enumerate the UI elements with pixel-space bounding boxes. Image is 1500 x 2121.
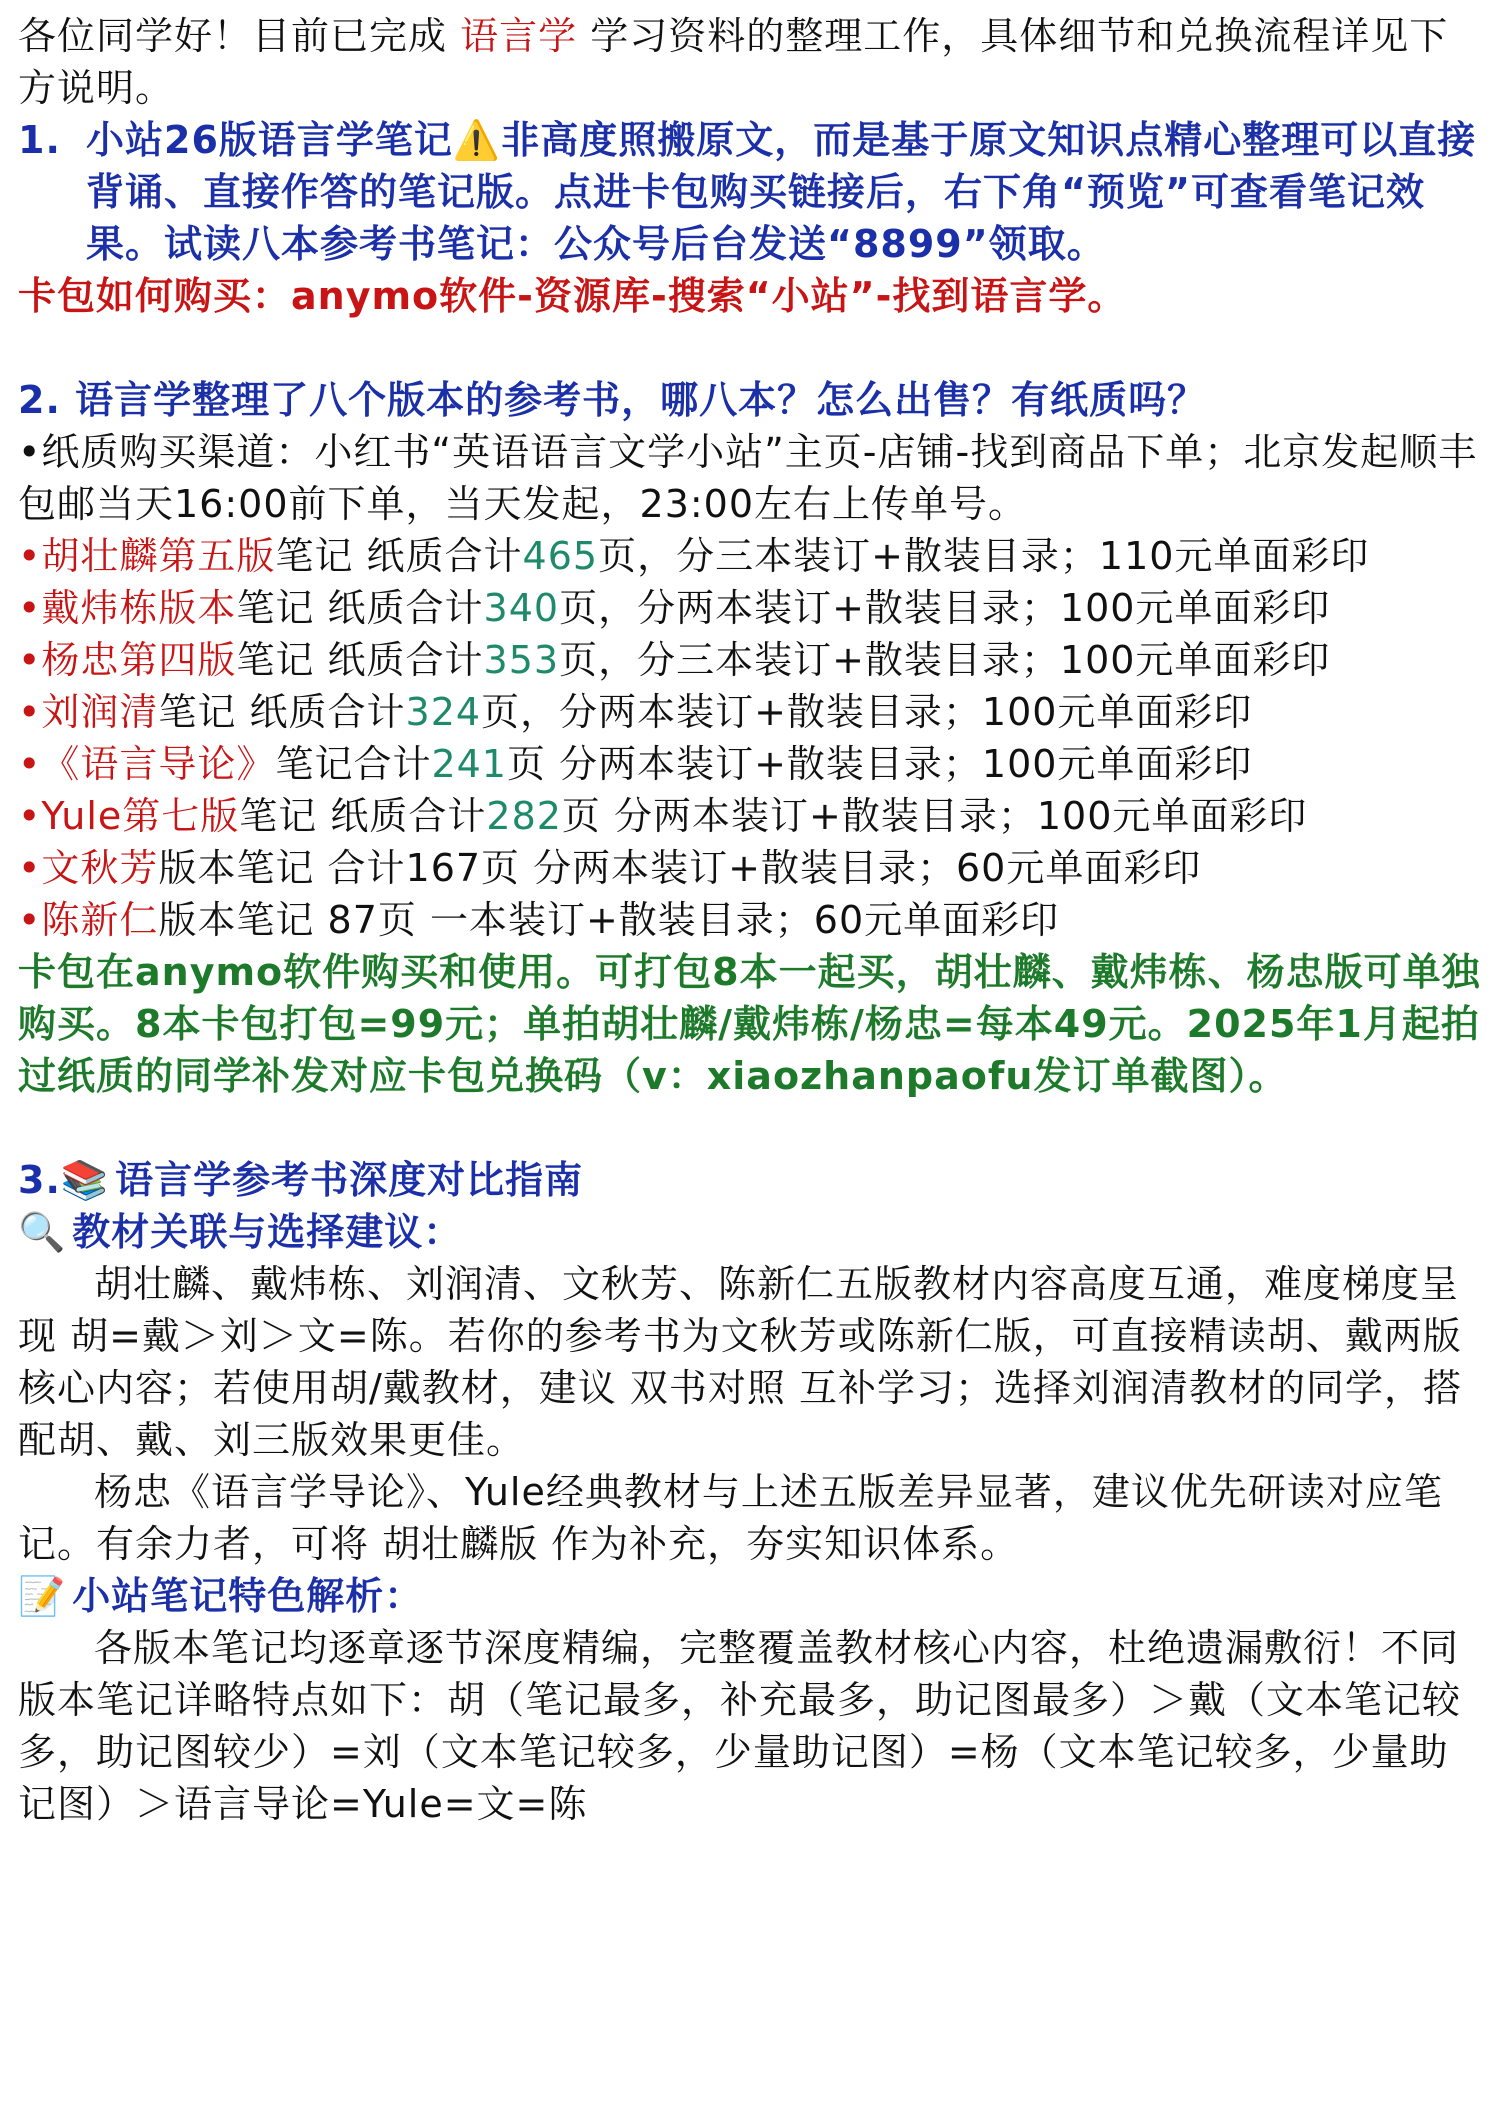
edition-rest: 页，分三本装订+散装目录；110元单面彩印 — [598, 534, 1370, 578]
edition-desc: 版本笔记 合计167页 分两本装订+散装目录；60元单面彩印 — [158, 846, 1202, 890]
books-icon: 📚 — [60, 1158, 110, 1202]
edition-pages: 353 — [483, 638, 560, 682]
intro-after: 学习资料的整理工作，具体细节和兑换流程详见下方说明。 — [18, 14, 1449, 110]
edition-name: Yule第七版 — [41, 794, 240, 838]
subheading-features-text: 小站笔记特色解析： — [58, 1574, 424, 1618]
section1-text-b: 非高度照搬原文，而是基于原文知识点精心整理可以直接背诵、直接作答的笔记版。点进卡包购买链接后，右下角“预览”可查看笔记效果。试读八本参考书笔记：公众号后台发送“8899”领取。 — [86, 118, 1477, 266]
memo-icon: 📝 — [18, 1574, 67, 1618]
edition-name: 陈新仁 — [41, 898, 159, 942]
subheading-features — [18, 1570, 1482, 1622]
bullet: • — [18, 794, 42, 838]
section3-title: 语言学参考书深度对比指南 — [100, 1158, 584, 1202]
edition-pages: 465 — [522, 534, 599, 578]
edition-name: 戴炜栋版本 — [41, 586, 237, 630]
edition-item — [18, 738, 1482, 790]
edition-rest: 页，分两本装订+散装目录；100元单面彩印 — [481, 690, 1253, 734]
spacer — [18, 1102, 1482, 1154]
edition-name: 胡壮麟第五版 — [41, 534, 276, 578]
edition-item — [18, 582, 1482, 634]
spacer — [18, 322, 1482, 374]
selection-paragraph-2: 杨忠《语言学导论》、Yule经典教材与上述五版差异显著，建议优先研读对应笔记。有余力者，可将 胡壮麟版 作为补充，夯实知识体系。 — [18, 1470, 1443, 1566]
intro-paragraph — [18, 10, 1482, 114]
edition-item — [18, 790, 1482, 842]
bullet: • — [18, 846, 42, 890]
selection-paragraph-1: 胡壮麟、戴炜栋、刘润清、文秋芳、陈新仁五版教材内容高度互通，难度梯度呈现 胡=戴＞刘＞文=陈。若你的参考书为文秋芳或陈新仁版，可直接精读胡、戴两版核心内容；若使用胡/戴教材，建议 双书对照 互补学习；选择刘润清教材的同学，搭配胡、戴、刘三版效果更佳。 — [18, 1262, 1462, 1462]
bullet: • — [18, 898, 42, 942]
edition-rest: 页 分两本装订+散装目录；100元单面彩印 — [506, 742, 1253, 786]
intro-highlight: 语言学 — [460, 14, 578, 58]
edition-name: 文秋芳 — [41, 846, 159, 890]
bullet: • — [18, 586, 42, 630]
bullet: • — [18, 742, 42, 786]
paper-channel: •纸质购买渠道：小红书“英语语言文学小站”主页-店铺-找到商品下单；北京发起顺丰包邮当天16:00前下单，当天发起，23:00左右上传单号。 — [18, 430, 1478, 526]
buy-instructions: 卡包如何购买：anymo软件-资源库-搜索“小站”-找到语言学。 — [18, 274, 1127, 318]
bullet: • — [18, 534, 42, 578]
section1-text — [86, 114, 1482, 270]
edition-desc: 笔记 纸质合计 — [275, 534, 523, 578]
section1-item — [18, 114, 1482, 270]
edition-name: 《语言导论》 — [41, 742, 276, 786]
section2-heading: 2. 语言学整理了八个版本的参考书，哪八本？怎么出售？有纸质吗？ — [18, 378, 1207, 422]
section3-number: 3. — [18, 1158, 61, 1202]
warning-icon: ⚠️ — [452, 118, 502, 162]
edition-pages: 241 — [431, 742, 507, 786]
edition-rest: 页，分三本装订+散装目录；100元单面彩印 — [559, 638, 1331, 682]
features-paragraph: 各版本笔记均逐章逐节深度精编，完整覆盖教材核心内容，杜绝遗漏敷衍！不同版本笔记详略特点如下：胡（笔记最多，补充最多，助记图最多）＞戴（文本笔记较多，助记图较少）=刘（文本笔记较多，少量助记图）=杨（文本笔记较多，少量助记图）＞语言导论=Yule=文=陈 — [18, 1626, 1462, 1826]
subheading-selection — [18, 1206, 1482, 1258]
edition-rest: 页，分两本装订+散装目录；100元单面彩印 — [559, 586, 1331, 630]
edition-pages: 340 — [483, 586, 560, 630]
edition-desc: 版本笔记 87页 一本装订+散装目录；60元单面彩印 — [158, 898, 1060, 942]
edition-pages: 324 — [405, 690, 482, 734]
edition-desc: 笔记 纸质合计 — [158, 690, 406, 734]
edition-desc: 笔记合计 — [275, 742, 432, 786]
section1-number: 1. — [18, 118, 61, 162]
intro-before: 各位同学好！目前已完成 — [18, 14, 461, 58]
edition-item — [18, 634, 1482, 686]
section1-text-a: 小站26版语言学笔记 — [86, 118, 453, 162]
edition-rest: 页 分两本装订+散装目录；100元单面彩印 — [561, 794, 1308, 838]
section3-heading — [18, 1154, 1482, 1206]
edition-item — [18, 894, 1482, 946]
edition-item — [18, 686, 1482, 738]
edition-item — [18, 842, 1482, 894]
bullet: • — [18, 638, 42, 682]
edition-item — [18, 530, 1482, 582]
bullet: • — [18, 690, 42, 734]
edition-desc: 笔记 纸质合计 — [236, 586, 484, 630]
edition-name: 杨忠第四版 — [41, 638, 237, 682]
edition-desc: 笔记 纸质合计 — [236, 638, 484, 682]
magnifier-icon: 🔍 — [18, 1210, 67, 1254]
subheading-selection-text: 教材关联与选择建议： — [58, 1210, 463, 1254]
edition-list — [18, 530, 1482, 946]
purchase-note: 卡包在anymo软件购买和使用。可打包8本一起买，胡壮麟、戴炜栋、杨忠版可单独购买。8本卡包打包=99元；单拍胡壮麟/戴炜栋/杨忠=每本49元。2025年1月起拍过纸质的同学补发对应卡包兑换码（v：xiaozhanpaofu发订单截图）。 — [18, 950, 1481, 1098]
edition-desc: 笔记 纸质合计 — [239, 794, 487, 838]
edition-name: 刘润清 — [41, 690, 159, 734]
edition-pages: 282 — [486, 794, 562, 838]
